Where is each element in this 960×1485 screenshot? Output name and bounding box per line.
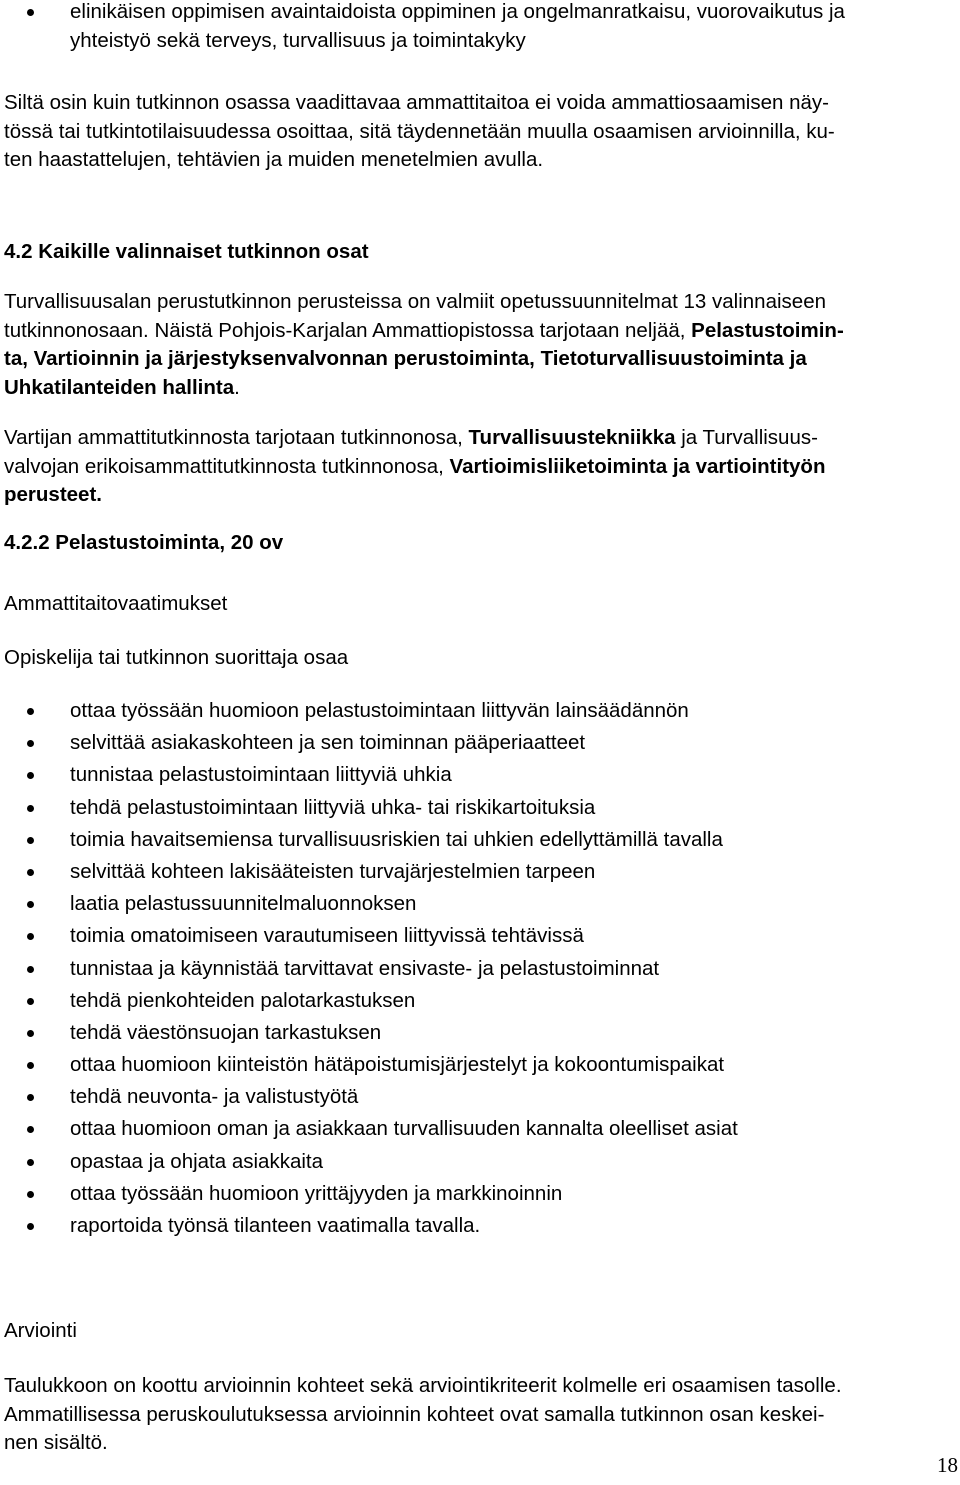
section-heading-4-2-2: 4.2.2 Pelastustoiminta, 20 ov bbox=[4, 531, 284, 554]
list-item bbox=[0, 794, 956, 826]
text-line bbox=[4, 424, 956, 453]
bullet-icon bbox=[27, 933, 34, 940]
section-heading-4-2: 4.2 Kaikille valinnaiset tutkinnon osat bbox=[4, 240, 369, 263]
page-number: 18 bbox=[937, 1453, 958, 1477]
bullet-icon bbox=[27, 1159, 34, 1166]
list-item bbox=[0, 761, 956, 793]
bullet-icon bbox=[27, 837, 34, 844]
list-item-text: tehdä väestönsuojan tarkastuksen bbox=[70, 1020, 382, 1044]
list-item bbox=[0, 0, 956, 55]
list-item bbox=[0, 729, 956, 761]
list-item-text: selvittää asiakaskohteen ja sen toiminnan pääperiaatteet bbox=[70, 731, 586, 755]
subheading-assessment: Arviointi bbox=[4, 1319, 77, 1342]
text-line: Turvallisuusalan perustutkinnon perusteissa on valmiit opetussuunnitelmat 13 valinnaiseen bbox=[4, 290, 826, 313]
text-line: tössä tai tutkintotilaisuudessa osoittaa, sitä täydennetään muulla osaamisen arvioinnilla, ku- bbox=[4, 119, 835, 143]
list-item bbox=[0, 1148, 956, 1180]
bullet-icon bbox=[27, 1094, 34, 1101]
list-item-text: toimia havaitsemiensa turvallisuusriskien tai uhkien edellyttämillä tavalla bbox=[70, 827, 723, 851]
text-line: nen sisältö. bbox=[4, 1431, 108, 1454]
list-item bbox=[0, 1212, 956, 1244]
list-item-line: yhteistyö sekä terveys, turvallisuus ja toimintakyky bbox=[70, 28, 526, 52]
bullet-icon bbox=[27, 708, 34, 715]
list-item-text: laatia pelastussuunnitelmaluonnoksen bbox=[70, 892, 417, 916]
bullet-icon bbox=[27, 901, 34, 908]
list-item bbox=[0, 858, 956, 890]
list-item-text: tehdä pelastustoimintaan liittyviä uhka- tai riskikartoituksia bbox=[70, 795, 596, 819]
list-item-text: ottaa työssään huomioon yrittäjyyden ja markkinoinnin bbox=[70, 1181, 563, 1205]
list-item bbox=[0, 1180, 956, 1212]
bullet-icon bbox=[27, 1062, 34, 1069]
paragraph-supplement bbox=[4, 89, 956, 175]
bold-text-line: ta, Vartioinnin ja järjestyksenvalvonnan perustoiminta, Tietoturvallisuustoiminta ja bbox=[4, 347, 807, 370]
bold-text-line: perusteet. bbox=[4, 483, 102, 506]
list-item bbox=[0, 1051, 956, 1083]
list-item bbox=[0, 697, 956, 729]
text-span: ja Turvallisuus- bbox=[675, 426, 818, 449]
bullet-icon bbox=[27, 1191, 34, 1198]
bullet-icon bbox=[27, 772, 34, 779]
bullet-icon bbox=[27, 1126, 34, 1133]
bullet-icon bbox=[27, 9, 34, 16]
paragraph-guard-qualifications bbox=[4, 424, 956, 510]
bullet-icon bbox=[27, 966, 34, 973]
bullet-icon bbox=[27, 1223, 34, 1230]
list-item bbox=[0, 826, 956, 858]
text-line bbox=[4, 374, 956, 403]
bold-text-span: Pelastustoimin- bbox=[691, 318, 844, 342]
bullet-icon bbox=[27, 805, 34, 812]
list-item bbox=[0, 1083, 956, 1115]
text-span: valvojan erikoisammattitutkinnosta tutkinnonosa, bbox=[4, 454, 450, 478]
bold-text-span: Vartioimisliiketoiminta ja vartiointityön bbox=[449, 454, 826, 478]
list-item bbox=[0, 987, 956, 1019]
text-line: ten haastattelujen, tehtävien ja muiden menetelmien avulla. bbox=[4, 148, 544, 171]
bullet-icon bbox=[27, 1030, 34, 1037]
list-item-text: ottaa huomioon oman ja asiakkaan turvallisuuden kannalta oleelliset asiat bbox=[70, 1117, 738, 1141]
skills-intro: Opiskelija tai tutkinnon suorittaja osaa bbox=[4, 646, 349, 669]
list-item-text: tunnistaa pelastustoimintaan liittyviä uhkia bbox=[70, 763, 452, 787]
subheading-skills: Ammattitaitovaatimukset bbox=[4, 592, 228, 615]
text-line: Ammatillisessa peruskoulutuksessa arvioinnin kohteet ovat samalla tutkinnon osan keskei- bbox=[4, 1402, 825, 1426]
text-line bbox=[4, 453, 956, 482]
bullet-icon bbox=[27, 740, 34, 747]
paragraph-optional-modules bbox=[4, 288, 956, 402]
text-span: . bbox=[234, 375, 240, 399]
list-item-text: selvittää kohteen lakisääteisten turvajärjestelmien tarpeen bbox=[70, 859, 596, 883]
list-item bbox=[0, 1115, 956, 1147]
skills-bullet-list bbox=[0, 697, 956, 1244]
list-item-text: tehdä pienkohteiden palotarkastuksen bbox=[70, 988, 416, 1012]
list-item bbox=[0, 1019, 956, 1051]
list-item-line: elinikäisen oppimisen avaintaidoista oppiminen ja ongelmanratkaisu, vuorovaikutus ja bbox=[70, 0, 845, 23]
bold-text-span: Uhkatilanteiden hallinta bbox=[4, 375, 235, 399]
list-item-text: tehdä neuvonta- ja valistustyötä bbox=[70, 1085, 359, 1109]
list-item bbox=[0, 922, 956, 954]
text-span: Vartijan ammattitutkinnosta tarjotaan tutkinnonosa, bbox=[4, 426, 469, 449]
list-item-text: opastaa ja ohjata asiakkaita bbox=[70, 1149, 324, 1173]
assessment-paragraph bbox=[4, 1372, 956, 1458]
list-item-text: toimia omatoimiseen varautumiseen liittyvissä tehtävissä bbox=[70, 924, 584, 948]
text-line: Taulukkoon on koottu arvioinnin kohteet sekä arviointikriteerit kolmelle eri osaamisen tasolle. bbox=[4, 1374, 842, 1397]
list-item bbox=[0, 890, 956, 922]
list-item-text: ottaa työssään huomioon pelastustoimintaan liittyvän lainsäädännön bbox=[70, 699, 689, 722]
bold-text-span: Turvallisuustekniikka bbox=[468, 426, 676, 449]
list-item bbox=[0, 955, 956, 987]
text-line bbox=[4, 317, 956, 346]
list-item-text: ottaa huomioon kiinteistön hätäpoistumisjärjestelyt ja kokoontumispaikat bbox=[70, 1053, 725, 1077]
text-span: tutkinnonosaan. Näistä Pohjois-Karjalan Ammattiopistossa tarjotaan neljää, bbox=[4, 318, 692, 342]
list-item-text: raportoida työnsä tilanteen vaatimalla tavalla. bbox=[70, 1214, 481, 1237]
text-line: Siltä osin kuin tutkinnon osassa vaadittavaa ammattitaitoa ei voida ammattiosaamisen näy- bbox=[4, 91, 829, 114]
list-item-text: tunnistaa ja käynnistää tarvittavat ensivaste- ja pelastustoiminnat bbox=[70, 956, 660, 980]
intro-bullet-list bbox=[0, 0, 956, 55]
bullet-icon bbox=[27, 869, 34, 876]
bullet-icon bbox=[27, 998, 34, 1005]
